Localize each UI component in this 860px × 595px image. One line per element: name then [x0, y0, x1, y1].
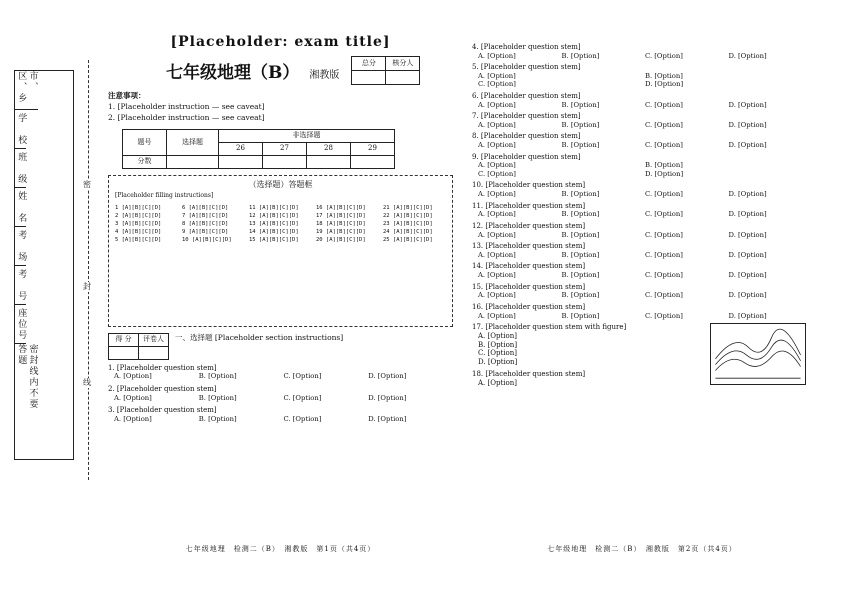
section-one-header: [108, 333, 453, 360]
question-stem: 14. [Placeholder question stem]: [472, 262, 586, 271]
question-option[interactable]: B. [Option]: [645, 71, 683, 80]
question-option[interactable]: A. [Option]: [478, 210, 516, 219]
question-stem: 5. [Placeholder question stem]: [472, 63, 581, 72]
question-option[interactable]: C. [Option]: [645, 210, 683, 219]
answer-bubble-row[interactable]: 2 [A][B][C][D]: [115, 213, 162, 219]
question-option[interactable]: D. [Option]: [728, 250, 767, 259]
grid-col: 29: [351, 142, 395, 155]
question-option[interactable]: D. [Option]: [728, 311, 767, 320]
question-option[interactable]: A. [Option]: [114, 414, 152, 423]
question-option[interactable]: B. [Option]: [198, 414, 237, 423]
grid-header-number: 题号: [123, 129, 167, 155]
question-option[interactable]: C. [Option]: [478, 349, 518, 358]
answer-bubble-row[interactable]: 1 [A][B][C][D]: [115, 205, 162, 212]
grid-col: 28: [307, 142, 351, 155]
checker-field[interactable]: [386, 70, 420, 84]
answer-bubble-row[interactable]: 17 [A][B][C][D]: [316, 213, 366, 219]
question-option[interactable]: B. [Option]: [561, 311, 600, 320]
question-option[interactable]: D. [Option]: [728, 291, 767, 300]
answer-bubble-row[interactable]: 18 [A][B][C][D]: [316, 220, 366, 227]
answer-bubble-row[interactable]: 14 [A][B][C][D]: [249, 228, 299, 235]
question-item: [472, 92, 812, 109]
section-score-field[interactable]: [109, 346, 139, 359]
grid-col: 27: [263, 142, 307, 155]
question-option[interactable]: D. [Option]: [478, 358, 518, 367]
note-item: 1. [Placeholder instruction — see caveat]: [108, 101, 265, 111]
answer-bubble-row[interactable]: 20 [A][B][C][D]: [316, 236, 366, 243]
answer-sheet: [108, 175, 453, 327]
question-option[interactable]: B. [Option]: [561, 210, 600, 219]
question-option[interactable]: B. [Option]: [561, 51, 600, 60]
answer-bubble-row[interactable]: 23 [A][B][C][D]: [383, 220, 433, 227]
question-option[interactable]: B. [Option]: [198, 393, 237, 402]
question-option[interactable]: A. [Option]: [478, 141, 516, 150]
answer-bubble-row[interactable]: 19 [A][B][C][D]: [316, 228, 366, 235]
question-item: [472, 242, 812, 259]
answer-bubble-grid: [115, 205, 446, 243]
answer-bubble-row[interactable]: 3 [A][B][C][D]: [115, 220, 162, 227]
binding-cell-warning: 密封线内不要答题: [16, 344, 38, 410]
question-option[interactable]: C. [Option]: [645, 120, 683, 129]
question-option[interactable]: A. [Option]: [478, 291, 516, 300]
question-option[interactable]: C. [Option]: [645, 230, 683, 239]
question-option[interactable]: B. [Option]: [561, 120, 600, 129]
question-item: [472, 283, 812, 300]
score-grid: [122, 129, 395, 169]
grid-col: 26: [219, 142, 263, 155]
question-item: [472, 132, 812, 149]
question-option[interactable]: D. [Option]: [728, 120, 767, 129]
answer-bubble-row[interactable]: 21 [A][B][C][D]: [383, 205, 433, 212]
question-option[interactable]: A. [Option]: [478, 230, 516, 239]
question-stem: 4. [Placeholder question stem]: [472, 43, 581, 51]
question-option[interactable]: B. [Option]: [561, 141, 600, 150]
question-stem: 15. [Placeholder question stem]: [472, 282, 586, 291]
question-item: [472, 153, 812, 179]
section-one-title: 一、选择题 [Placeholder section instructions]: [175, 332, 344, 342]
question-option[interactable]: D. [Option]: [728, 51, 767, 60]
binding-cell-seat: 座位号: [15, 305, 26, 344]
answer-bubble-row[interactable]: 9 [A][B][C][D]: [182, 228, 229, 235]
question-stem: 1. [Placeholder question stem]: [108, 363, 217, 372]
question-option[interactable]: A. [Option]: [478, 100, 516, 109]
question-option[interactable]: D. [Option]: [728, 141, 767, 150]
question-stem: 13. [Placeholder question stem]: [472, 242, 586, 251]
question-option[interactable]: D. [Option]: [728, 230, 767, 239]
answer-bubble-row[interactable]: 16 [A][B][C][D]: [316, 205, 366, 212]
note-item: 2. [Placeholder instruction — see caveat]: [108, 113, 265, 123]
question-item: [472, 43, 812, 60]
answer-bubble-row[interactable]: 8 [A][B][C][D]: [182, 220, 229, 227]
page-one-footer: 七年级地理 检测二（B） 湘教版 第1页（共4页）: [185, 545, 376, 554]
question-option[interactable]: C. [Option]: [283, 393, 322, 402]
question-option[interactable]: A. [Option]: [478, 271, 516, 280]
question-option[interactable]: B. [Option]: [478, 340, 518, 349]
question-option[interactable]: D. [Option]: [728, 271, 767, 280]
answer-bubble-row[interactable]: 5 [A][B][C][D]: [115, 236, 162, 243]
seal-word: 线: [83, 378, 91, 387]
question-stem: 11. [Placeholder question stem]: [472, 201, 586, 210]
page-two: [472, 40, 812, 554]
question-option[interactable]: D. [Option]: [645, 80, 684, 89]
answer-bubble-row[interactable]: 15 [A][B][C][D]: [249, 236, 299, 243]
question-option[interactable]: D. [Option]: [728, 190, 767, 199]
question-option[interactable]: C. [Option]: [645, 291, 683, 300]
total-score-label: 总分: [352, 56, 386, 70]
question-options: [472, 161, 812, 178]
question-option[interactable]: C. [Option]: [645, 51, 683, 60]
question-option[interactable]: B. [Option]: [561, 190, 600, 199]
question-stem: 18. [Placeholder question stem]: [472, 369, 586, 378]
seal-dashed-line: [88, 60, 89, 480]
answer-bubble-row[interactable]: 7 [A][B][C][D]: [182, 213, 229, 219]
page-two-footer: 七年级地理 检测二（B） 湘教版 第2页（共4页）: [547, 545, 737, 554]
binding-info-strip: [14, 70, 74, 460]
question-stem: 16. [Placeholder question stem]: [472, 302, 586, 311]
question-option[interactable]: C. [Option]: [645, 100, 683, 109]
question-option[interactable]: D. [Option]: [368, 414, 407, 423]
question-item: [108, 364, 453, 381]
question-option[interactable]: B. [Option]: [645, 161, 683, 170]
question-stem: 9. [Placeholder question stem]: [472, 152, 581, 161]
exam-title: [Placeholder: exam title]: [170, 34, 391, 50]
question-option[interactable]: B. [Option]: [561, 250, 600, 259]
edition-label: 湘教版: [309, 70, 340, 81]
question-options: [472, 72, 812, 89]
grid-row-label: 分数: [123, 155, 167, 168]
question-option[interactable]: C. [Option]: [283, 414, 322, 423]
question-item: [108, 406, 453, 423]
question-option[interactable]: D. [Option]: [645, 169, 684, 178]
question-option[interactable]: A. [Option]: [478, 51, 516, 60]
question-option[interactable]: C. [Option]: [645, 311, 683, 320]
seal-word: 封: [83, 282, 91, 291]
question-item: [472, 222, 812, 239]
question-option[interactable]: C. [Option]: [645, 271, 683, 280]
page-one: [108, 34, 453, 554]
question-item: [472, 262, 812, 279]
section-grader-field[interactable]: [139, 346, 169, 359]
question-item: [108, 385, 453, 402]
total-score-box: [351, 56, 420, 85]
answer-bubble-row[interactable]: 4 [A][B][C][D]: [115, 228, 162, 235]
question-item: [472, 112, 812, 129]
checker-label: 核分人: [386, 56, 420, 70]
question-options: [108, 415, 453, 423]
question-option[interactable]: A. [Option]: [478, 120, 516, 129]
question-options: [472, 190, 812, 198]
question-17-options: [472, 332, 692, 367]
question-options: [472, 291, 812, 299]
question-option[interactable]: A. [Option]: [478, 331, 517, 340]
question-option[interactable]: A. [Option]: [478, 311, 516, 320]
subject-title: 七年级地理（B）: [166, 63, 300, 84]
question-option[interactable]: D. [Option]: [368, 372, 407, 381]
question-options: [472, 271, 812, 279]
question-stem: 2. [Placeholder question stem]: [108, 384, 217, 393]
question-option[interactable]: C. [Option]: [283, 372, 322, 381]
left-question-list: [108, 364, 453, 424]
answer-bubble-row[interactable]: 24 [A][B][C][D]: [383, 228, 433, 235]
question-options: [472, 210, 812, 218]
question-options: [472, 312, 812, 320]
question-option[interactable]: D. [Option]: [368, 393, 407, 402]
question-stem: 3. [Placeholder question stem]: [108, 406, 217, 415]
question-option[interactable]: C. [Option]: [645, 190, 683, 199]
answer-bubble-row[interactable]: 12 [A][B][C][D]: [249, 213, 299, 219]
right-question-list: [472, 43, 812, 320]
question-stem: 10. [Placeholder question stem]: [472, 181, 586, 190]
answer-bubble-row[interactable]: 6 [A][B][C][D]: [182, 205, 229, 212]
binding-cell-region: 市、区、乡: [15, 71, 38, 110]
answer-bubble-row[interactable]: 13 [A][B][C][D]: [249, 220, 299, 227]
binding-cell-class: 班 级: [15, 149, 26, 188]
question-stem: 7. [Placeholder question stem]: [472, 112, 581, 121]
question-option[interactable]: C. [Option]: [645, 250, 683, 259]
question-stem: 17. [Placeholder question stem with figure]: [472, 323, 627, 332]
grid-header-nonchoice: 非选择题: [219, 129, 395, 142]
question-option[interactable]: D. [Option]: [728, 100, 767, 109]
question-option[interactable]: A. [Option]: [478, 378, 517, 387]
question-stem: 12. [Placeholder question stem]: [472, 221, 586, 230]
question-options: [472, 231, 812, 239]
question-option[interactable]: B. [Option]: [561, 271, 600, 280]
seal-word: 密: [83, 180, 91, 189]
grid-score-cell[interactable]: [167, 155, 219, 168]
question-stem: 8. [Placeholder question stem]: [472, 132, 581, 141]
question-options: [472, 101, 812, 109]
answer-bubble-row[interactable]: 22 [A][B][C][D]: [383, 213, 433, 219]
question-options: [108, 394, 453, 402]
question-options: [472, 251, 812, 259]
answer-sheet-notes: [Placeholder filling instructions]: [115, 191, 214, 199]
question-option[interactable]: C. [Option]: [478, 80, 516, 89]
grid-header-choice: 选择题: [167, 129, 219, 155]
question-option[interactable]: A. [Option]: [114, 393, 152, 402]
plate-boundary-figure: [710, 323, 806, 385]
section-grader-label: 评卷人: [139, 333, 169, 346]
exam-notes: [108, 91, 453, 123]
binding-cell-name: 姓 名: [15, 188, 26, 227]
section-score-label: 得 分: [109, 333, 139, 346]
question-17: [472, 323, 812, 367]
question-item: [472, 303, 812, 320]
question-options: [472, 121, 812, 129]
answer-bubble-row[interactable]: 25 [A][B][C][D]: [383, 236, 433, 243]
answer-sheet-title: （选择题）答题框: [248, 179, 313, 189]
question-option[interactable]: C. [Option]: [645, 141, 683, 150]
question-option[interactable]: B. [Option]: [561, 291, 600, 300]
question-option[interactable]: D. [Option]: [728, 210, 767, 219]
question-option[interactable]: A. [Option]: [478, 250, 516, 259]
question-item: [472, 63, 812, 89]
question-option[interactable]: A. [Option]: [478, 161, 516, 170]
grid-score-cell[interactable]: [219, 155, 263, 168]
question-item: [472, 181, 812, 198]
binding-cell-school: 学 校: [15, 110, 26, 149]
question-options: [472, 52, 812, 60]
question-option[interactable]: B. [Option]: [561, 230, 600, 239]
question-option[interactable]: A. [Option]: [478, 190, 516, 199]
question-item: [472, 202, 812, 219]
answer-bubble-row[interactable]: 11 [A][B][C][D]: [249, 205, 299, 212]
question-stem: 6. [Placeholder question stem]: [472, 91, 581, 100]
binding-cell-room: 考 场: [15, 227, 26, 266]
grid-score-cell[interactable]: [263, 155, 307, 168]
binding-cell-exam-number: 考 号: [15, 266, 26, 305]
question-option[interactable]: A. [Option]: [114, 372, 152, 381]
answer-bubble-row[interactable]: 10 [A][B][C][D]: [182, 236, 232, 243]
grid-score-cell[interactable]: [307, 155, 351, 168]
question-option[interactable]: A. [Option]: [478, 71, 516, 80]
fold-layer-line: [715, 329, 800, 359]
notes-heading: 注意事项：: [108, 90, 146, 100]
total-score-field[interactable]: [352, 70, 386, 84]
question-options: [108, 372, 453, 380]
fold-layer-line: [715, 351, 800, 370]
question-option[interactable]: C. [Option]: [478, 169, 516, 178]
grid-score-cell[interactable]: [351, 155, 395, 168]
question-option[interactable]: B. [Option]: [561, 100, 600, 109]
question-options: [472, 141, 812, 149]
question-option[interactable]: B. [Option]: [198, 372, 237, 381]
